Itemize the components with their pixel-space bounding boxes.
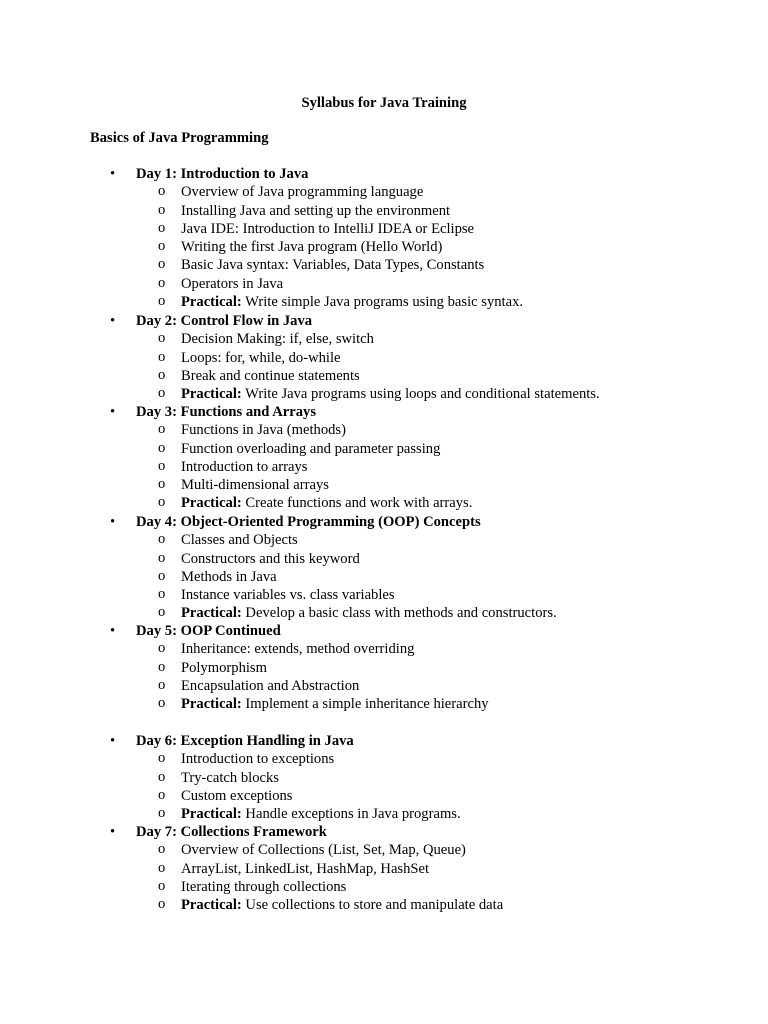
topic-item [0,458,768,476]
page-title: Syllabus for Java Training [301,95,467,111]
topic-item [0,568,768,586]
sub-bullet-icon: o [158,274,166,291]
topic-text: Instance variables vs. class variables [181,587,395,603]
day-title: Day 7: Collections Framework [136,824,327,840]
topic-text: Decision Making: if, else, switch [181,331,374,348]
topic-item [0,586,768,604]
sub-bullet-icon: o [158,586,166,602]
day-heading [0,312,768,330]
topic-text: Iterating through collections [181,878,347,895]
sub-bullet-icon: o [158,896,166,912]
topic-item [0,421,768,439]
practical-text: Practical: Handle exceptions in Java programs. [181,806,461,822]
practical-item [0,494,768,512]
sub-bullet-icon: o [158,421,166,438]
sub-bullet-icon: o [158,805,166,821]
sub-bullet-icon: o [158,201,166,218]
sub-bullet-icon: o [158,439,166,456]
day-block [0,165,768,311]
practical-item [0,896,768,914]
practical-text: Practical: Use collections to store and manipulate data [181,897,504,913]
practical-label: Practical: [181,386,242,402]
topic-text: Encapsulation and Abstraction [181,677,360,694]
topic-item [0,476,768,494]
topic-item [0,677,768,695]
topic-item [0,550,768,568]
topic-item [0,440,768,458]
topic-item [0,878,768,896]
sub-bullet-icon: o [158,750,166,767]
topic-item [0,531,768,549]
topic-text: Overview of Java programming language [181,184,424,201]
sub-bullet-icon: o [158,640,166,657]
day-block [0,622,768,713]
day-block [0,312,768,403]
day-heading [0,513,768,531]
topic-item [0,275,768,293]
topic-text: Function overloading and parameter passing [181,440,441,457]
sub-bullet-icon: o [158,549,166,566]
topic-item [0,238,768,256]
sub-bullet-icon: o [158,676,166,693]
day-heading [0,823,768,841]
day-block [0,732,768,823]
topic-text: Loops: for, while, do-while [181,349,341,366]
topic-item [0,659,768,677]
day-heading [0,622,768,640]
topic-item [0,202,768,220]
topic-item [0,220,768,238]
sub-bullet-icon: o [158,476,166,492]
sub-bullet-icon: o [158,877,166,894]
sub-bullet-icon: o [158,786,166,803]
topic-text: Multi-dimensional arrays [181,477,329,493]
practical-label: Practical: [181,696,242,712]
practical-label: Practical: [181,605,242,622]
day-title: Day 4: Object-Oriented Programming (OOP) Concepts [136,514,481,530]
topic-text: Introduction to arrays [181,458,308,475]
sub-bullet-icon: o [158,219,166,236]
topic-text: Inheritance: extends, method overriding [181,641,415,658]
practical-text: Practical: Develop a basic class with methods and constructors. [181,605,557,622]
topic-text: Constructors and this keyword [181,550,360,567]
sub-bullet-icon: o [158,183,166,200]
day-title: Day 6: Exception Handling in Java [136,733,354,749]
topic-text: Introduction to exceptions [181,751,335,768]
practical-label: Practical: [181,495,242,512]
day-block [0,823,768,914]
topic-item [0,769,768,787]
topic-text: Operators in Java [181,275,284,292]
topic-text: Classes and Objects [181,532,298,549]
day-block [0,513,768,623]
sub-bullet-icon: o [158,859,166,876]
day-block [0,403,768,513]
topic-item [0,330,768,348]
practical-item [0,604,768,622]
sub-bullet-icon: o [158,366,166,383]
topic-text: ArrayList, LinkedList, HashMap, HashSet [181,860,430,877]
sub-bullet-icon: o [158,567,166,584]
practical-item [0,293,768,311]
sub-bullet-icon: o [158,292,166,309]
topic-text: Overview of Collections (List, Set, Map, Queue) [181,842,466,859]
topic-item [0,349,768,367]
topic-item [0,787,768,805]
topic-item [0,256,768,274]
topic-item [0,750,768,768]
topic-text: Functions in Java (methods) [181,422,346,439]
practical-label: Practical: [181,806,242,822]
sub-bullet-icon: o [158,256,166,273]
topic-text: Writing the first Java program (Hello World) [181,239,443,255]
topic-item [0,860,768,878]
sub-bullet-icon: o [158,604,166,621]
topic-item [0,183,768,201]
practical-label: Practical: [181,897,242,913]
practical-text: Practical: Write simple Java programs using basic syntax. [181,293,524,310]
day-title: Day 3: Functions and Arrays [136,404,317,420]
day-heading [0,732,768,750]
topic-text: Java IDE: Introduction to IntelliJ IDEA or Eclipse [181,220,475,237]
topic-item [0,367,768,385]
practical-item [0,805,768,823]
sub-bullet-icon: o [158,494,166,511]
day-heading [0,403,768,421]
practical-text: Practical: Implement a simple inheritance hierarchy [181,696,489,712]
practical-text: Practical: Create functions and work with arrays. [181,495,473,512]
practical-item [0,695,768,713]
sub-bullet-icon: o [158,658,166,675]
sub-bullet-icon: o [158,457,166,474]
topic-text: Custom exceptions [181,787,293,804]
topic-text: Polymorphism [181,659,267,676]
topic-item [0,841,768,859]
practical-text: Practical: Write Java programs using loops and conditional statements. [181,386,600,402]
practical-item [0,385,768,403]
topic-text: Break and continue statements [181,367,360,384]
day-title: Day 5: OOP Continued [136,623,281,639]
topic-text: Installing Java and setting up the environment [181,202,451,219]
sub-bullet-icon: o [158,348,166,365]
sub-bullet-icon: o [158,695,166,711]
day-title: Day 1: Introduction to Java [136,166,309,182]
section-heading: Basics of Java Programming [90,130,269,146]
topic-item [0,640,768,658]
sub-bullet-icon: o [158,531,166,548]
topic-text: Methods in Java [181,568,277,585]
day-heading [0,165,768,183]
topic-text: Try-catch blocks [181,769,279,786]
sub-bullet-icon: o [158,841,166,858]
sub-bullet-icon: o [158,238,166,254]
practical-label: Practical: [181,293,242,310]
day-title: Day 2: Control Flow in Java [136,313,313,329]
sub-bullet-icon: o [158,768,166,785]
topic-text: Basic Java syntax: Variables, Data Types, Constants [181,257,485,274]
sub-bullet-icon: o [158,330,166,347]
sub-bullet-icon: o [158,385,166,401]
